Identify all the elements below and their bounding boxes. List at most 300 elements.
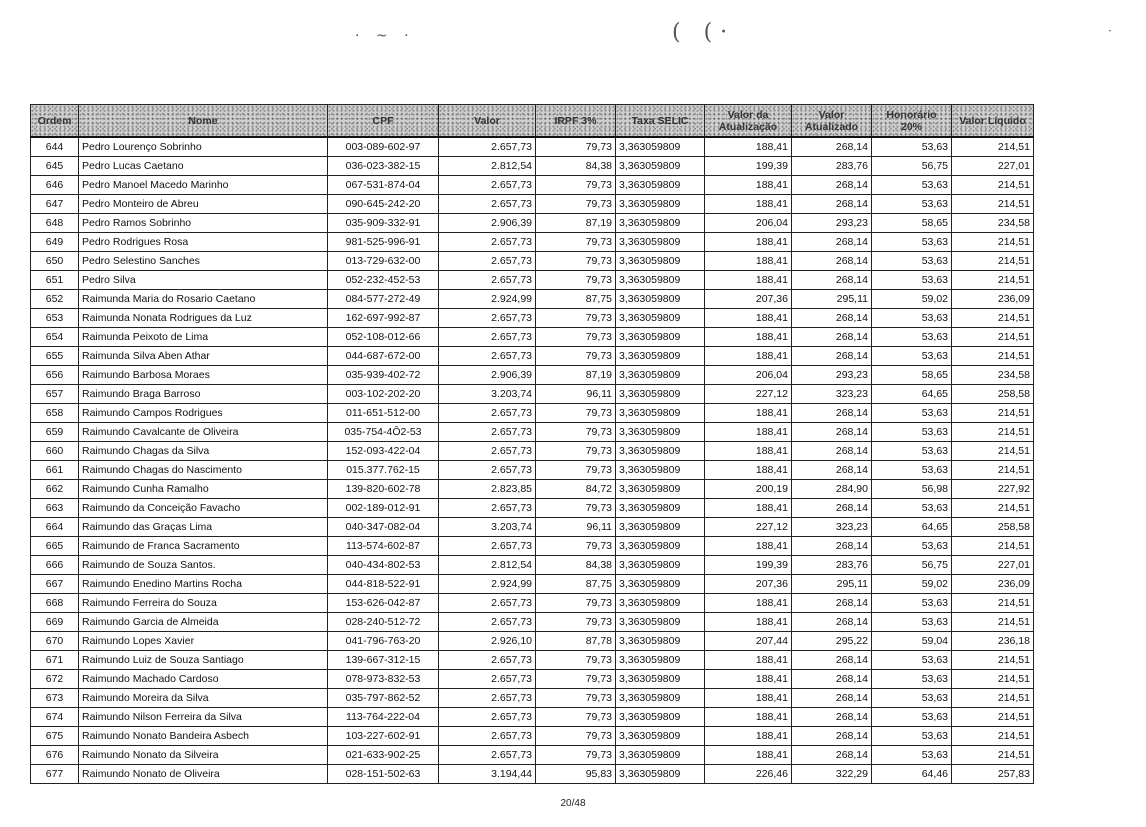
table-row [31,689,1034,708]
cell-ordem: 666 [31,556,79,575]
cell-valor-atualizacao: 188,41 [705,670,792,689]
cell-valor-liquido: 227,01 [952,556,1034,575]
cell-valor-atualizacao: 188,41 [705,461,792,480]
cell-irpf: 96,11 [536,518,616,537]
cell-valor: 2.657,73 [439,727,536,746]
col-header-irpf: IRPF 3% [536,105,616,138]
cell-cpf: 028-151-502-63 [328,765,439,784]
cell-valor: 2.657,73 [439,594,536,613]
cell-valor: 2.657,73 [439,309,536,328]
cell-irpf: 95,83 [536,765,616,784]
cell-nome: Pedro Lourenço Sobrinho [79,137,328,157]
cell-taxa-selic: 3,363059809 [616,442,705,461]
cell-ordem: 665 [31,537,79,556]
cell-valor-atualizacao: 188,41 [705,233,792,252]
table-row [31,480,1034,499]
cell-valor-atualizacao: 188,41 [705,537,792,556]
cell-valor: 2.812,54 [439,556,536,575]
cell-taxa-selic: 3,363059809 [616,480,705,499]
cell-taxa-selic: 3,363059809 [616,271,705,290]
cell-valor-liquido: 214,51 [952,423,1034,442]
cell-valor-liquido: 214,51 [952,442,1034,461]
cell-valor-atualizado: 284,90 [792,480,872,499]
cell-taxa-selic: 3,363059809 [616,537,705,556]
cell-nome: Raimundo da Conceição Favacho [79,499,328,518]
cell-valor: 2.657,73 [439,499,536,518]
cell-valor-liquido: 214,51 [952,309,1034,328]
table-row [31,575,1034,594]
cell-honorario: 53,63 [872,670,952,689]
cell-nome: Pedro Silva [79,271,328,290]
cell-valor-atualizado: 268,14 [792,689,872,708]
cell-valor-atualizacao: 200,19 [705,480,792,499]
cell-valor: 2.657,73 [439,746,536,765]
cell-valor-atualizado: 322,29 [792,765,872,784]
cell-valor: 2.657,73 [439,613,536,632]
cell-valor-liquido: 214,51 [952,689,1034,708]
cell-valor-atualizado: 268,14 [792,309,872,328]
cell-nome: Pedro Ramos Sobrinho [79,214,328,233]
cell-valor-atualizacao: 188,41 [705,176,792,195]
table-row [31,670,1034,689]
cell-cpf: 152-093-422-04 [328,442,439,461]
cell-valor-liquido: 214,51 [952,746,1034,765]
cell-valor-atualizacao: 188,41 [705,613,792,632]
cell-cpf: 003-102-202-20 [328,385,439,404]
cell-irpf: 79,73 [536,499,616,518]
beneficiaries-table [30,104,1034,784]
cell-valor-atualizado: 268,14 [792,746,872,765]
cell-valor-atualizado: 268,14 [792,461,872,480]
cell-ordem: 662 [31,480,79,499]
cell-honorario: 53,63 [872,271,952,290]
cell-nome: Raimundo Nonato da Silveira [79,746,328,765]
cell-honorario: 53,63 [872,328,952,347]
cell-taxa-selic: 3,363059809 [616,746,705,765]
cell-valor-atualizado: 268,14 [792,347,872,366]
table-row [31,423,1034,442]
cell-cpf: 035-797-862-52 [328,689,439,708]
cell-taxa-selic: 3,363059809 [616,347,705,366]
cell-valor: 2.657,73 [439,176,536,195]
cell-ordem: 672 [31,670,79,689]
cell-valor: 2.657,73 [439,670,536,689]
cell-cpf: 113-574-602-87 [328,537,439,556]
cell-ordem: 650 [31,252,79,271]
cell-ordem: 652 [31,290,79,309]
cell-nome: Raimundo de Souza Santos. [79,556,328,575]
cell-valor-atualizacao: 207,44 [705,632,792,651]
table-row [31,252,1034,271]
cell-valor: 2.657,73 [439,328,536,347]
cell-honorario: 64,46 [872,765,952,784]
cell-irpf: 79,73 [536,176,616,195]
cell-irpf: 79,73 [536,670,616,689]
cell-valor-liquido: 236,18 [952,632,1034,651]
cell-cpf: 040-347-082-04 [328,518,439,537]
cell-valor-atualizacao: 188,41 [705,499,792,518]
cell-valor: 2.906,39 [439,214,536,233]
cell-taxa-selic: 3,363059809 [616,137,705,157]
table-row [31,537,1034,556]
cell-irpf: 79,73 [536,689,616,708]
cell-honorario: 59,02 [872,575,952,594]
col-header-taxa-selic: Taxa SELIC [616,105,705,138]
cell-irpf: 87,75 [536,575,616,594]
cell-honorario: 53,63 [872,176,952,195]
table-row [31,518,1034,537]
table-row [31,385,1034,404]
cell-valor-liquido: 214,51 [952,651,1034,670]
cell-taxa-selic: 3,363059809 [616,556,705,575]
cell-valor-atualizacao: 206,04 [705,366,792,385]
cell-valor-atualizacao: 227,12 [705,385,792,404]
table-header-row [31,105,1034,138]
cell-valor: 2.657,73 [439,137,536,157]
table-row [31,176,1034,195]
cell-irpf: 79,73 [536,328,616,347]
col-header-nome: Nome [79,105,328,138]
cell-nome: Raimundo Lopes Xavier [79,632,328,651]
cell-nome: Raimundo Cunha Ramalho [79,480,328,499]
cell-taxa-selic: 3,363059809 [616,461,705,480]
cell-valor-atualizado: 323,23 [792,518,872,537]
cell-cpf: 021-633-902-25 [328,746,439,765]
cell-taxa-selic: 3,363059809 [616,214,705,233]
cell-valor-liquido: 214,51 [952,537,1034,556]
cell-cpf: 162-697-992-87 [328,309,439,328]
cell-valor-liquido: 214,51 [952,708,1034,727]
cell-taxa-selic: 3,363059809 [616,328,705,347]
cell-taxa-selic: 3,363059809 [616,613,705,632]
cell-cpf: 003-089-602-97 [328,137,439,157]
table-row [31,233,1034,252]
table-row [31,461,1034,480]
cell-nome: Raimundo Cavalcante de Oliveira [79,423,328,442]
cell-honorario: 53,63 [872,404,952,423]
cell-nome: Raimundo Garcia de Almeida [79,613,328,632]
cell-irpf: 79,73 [536,404,616,423]
cell-valor-liquido: 214,51 [952,233,1034,252]
cell-ordem: 660 [31,442,79,461]
cell-valor-atualizado: 268,14 [792,233,872,252]
cell-nome: Raimundo de Franca Sacramento [79,537,328,556]
cell-valor-liquido: 227,01 [952,157,1034,176]
cell-valor: 2.657,73 [439,651,536,670]
cell-cpf: 028-240-512-72 [328,613,439,632]
col-header-honorario: Honorário 20% [872,105,952,138]
cell-nome: Raimundo Campos Rodrigues [79,404,328,423]
cell-taxa-selic: 3,363059809 [616,594,705,613]
cell-cpf: 078-973-832-53 [328,670,439,689]
cell-cpf: 139-820-602-78 [328,480,439,499]
cell-valor-liquido: 234,58 [952,366,1034,385]
cell-ordem: 669 [31,613,79,632]
cell-cpf: 067-531-874-04 [328,176,439,195]
cell-ordem: 658 [31,404,79,423]
cell-valor-atualizacao: 207,36 [705,290,792,309]
cell-valor-atualizacao: 188,41 [705,594,792,613]
cell-taxa-selic: 3,363059809 [616,575,705,594]
cell-taxa-selic: 3,363059809 [616,518,705,537]
cell-valor: 3.194,44 [439,765,536,784]
cell-valor-atualizacao: 188,41 [705,423,792,442]
table-row [31,195,1034,214]
cell-valor-atualizado: 295,11 [792,575,872,594]
cell-ordem: 645 [31,157,79,176]
cell-cpf: 090-645-242-20 [328,195,439,214]
cell-irpf: 79,73 [536,461,616,480]
cell-valor-atualizado: 295,11 [792,290,872,309]
table-row [31,594,1034,613]
cell-valor-liquido: 236,09 [952,575,1034,594]
cell-valor-atualizado: 295,22 [792,632,872,651]
cell-cpf: 052-108-012-66 [328,328,439,347]
cell-valor-liquido: 234,58 [952,214,1034,233]
cell-ordem: 663 [31,499,79,518]
cell-honorario: 59,02 [872,290,952,309]
cell-ordem: 677 [31,765,79,784]
cell-irpf: 84,38 [536,157,616,176]
cell-valor-liquido: 214,51 [952,404,1034,423]
cell-valor-liquido: 214,51 [952,137,1034,157]
cell-nome: Pedro Manoel Macedo Marinho [79,176,328,195]
cell-ordem: 657 [31,385,79,404]
table-row [31,765,1034,784]
table-row [31,404,1034,423]
cell-taxa-selic: 3,363059809 [616,385,705,404]
cell-valor-atualizacao: 188,41 [705,252,792,271]
cell-valor-atualizacao: 207,36 [705,575,792,594]
col-header-valor-liquido: Valor Líquido [952,105,1034,138]
cell-valor-atualizado: 268,14 [792,404,872,423]
cell-taxa-selic: 3,363059809 [616,423,705,442]
cell-cpf: 041-796-763-20 [328,632,439,651]
cell-valor: 2.926,10 [439,632,536,651]
cell-taxa-selic: 3,363059809 [616,727,705,746]
cell-ordem: 676 [31,746,79,765]
cell-ordem: 651 [31,271,79,290]
cell-taxa-selic: 3,363059809 [616,708,705,727]
cell-irpf: 87,19 [536,214,616,233]
table-row [31,651,1034,670]
cell-nome: Pedro Monteiro de Abreu [79,195,328,214]
cell-honorario: 59,04 [872,632,952,651]
cell-irpf: 96,11 [536,385,616,404]
cell-honorario: 53,63 [872,347,952,366]
cell-honorario: 53,63 [872,442,952,461]
cell-taxa-selic: 3,363059809 [616,404,705,423]
cell-nome: Raimundo Chagas da Silva [79,442,328,461]
cell-irpf: 84,38 [536,556,616,575]
table-row [31,328,1034,347]
cell-valor-liquido: 214,51 [952,347,1034,366]
cell-ordem: 646 [31,176,79,195]
cell-valor-atualizado: 268,14 [792,423,872,442]
cell-cpf: 002-189-012-91 [328,499,439,518]
cell-valor-atualizado: 293,23 [792,366,872,385]
cell-irpf: 79,73 [536,746,616,765]
cell-cpf: 113-764-222-04 [328,708,439,727]
cell-valor-atualizado: 283,76 [792,157,872,176]
table-row [31,632,1034,651]
cell-cpf: 153-626-042-87 [328,594,439,613]
cell-valor-liquido: 214,51 [952,499,1034,518]
cell-nome: Raimundo Luiz de Souza Santiago [79,651,328,670]
cell-taxa-selic: 3,363059809 [616,176,705,195]
cell-taxa-selic: 3,363059809 [616,765,705,784]
cell-honorario: 53,63 [872,461,952,480]
cell-valor-atualizacao: 206,04 [705,214,792,233]
cell-nome: Pedro Lucas Caetano [79,157,328,176]
cell-valor-atualizado: 268,14 [792,137,872,157]
cell-cpf: 139-667-312-15 [328,651,439,670]
table-row [31,137,1034,157]
cell-nome: Raimunda Peixoto de Lima [79,328,328,347]
cell-valor: 2.657,73 [439,442,536,461]
table-row [31,157,1034,176]
cell-valor-liquido: 214,51 [952,461,1034,480]
cell-valor: 2.657,73 [439,708,536,727]
cell-valor-liquido: 258,58 [952,518,1034,537]
cell-valor-atualizacao: 188,41 [705,271,792,290]
cell-honorario: 53,63 [872,233,952,252]
cell-irpf: 79,73 [536,594,616,613]
cell-honorario: 53,63 [872,499,952,518]
page-number: 20/48 [560,798,586,809]
cell-valor: 2.657,73 [439,537,536,556]
cell-valor-atualizacao: 188,41 [705,404,792,423]
cell-taxa-selic: 3,363059809 [616,309,705,328]
cell-valor: 2.657,73 [439,404,536,423]
cell-cpf: 036-023-382-15 [328,157,439,176]
cell-valor: 2.657,73 [439,461,536,480]
cell-honorario: 53,63 [872,727,952,746]
cell-cpf: 052-232-452-53 [328,271,439,290]
cell-cpf: 981-525-996-91 [328,233,439,252]
cell-ordem: 664 [31,518,79,537]
cell-honorario: 53,63 [872,537,952,556]
cell-honorario: 53,63 [872,689,952,708]
table-row [31,727,1034,746]
cell-ordem: 653 [31,309,79,328]
cell-valor-liquido: 214,51 [952,727,1034,746]
cell-taxa-selic: 3,363059809 [616,233,705,252]
cell-ordem: 670 [31,632,79,651]
col-header-valor: Valor [439,105,536,138]
cell-honorario: 53,63 [872,195,952,214]
table-row [31,556,1034,575]
cell-irpf: 79,73 [536,537,616,556]
cell-valor-atualizado: 268,14 [792,271,872,290]
cell-honorario: 64,65 [872,518,952,537]
cell-taxa-selic: 3,363059809 [616,632,705,651]
cell-valor: 2.924,99 [439,575,536,594]
cell-valor-liquido: 227,92 [952,480,1034,499]
cell-nome: Raimunda Silva Aben Athar [79,347,328,366]
cell-honorario: 53,63 [872,613,952,632]
cell-taxa-selic: 3,363059809 [616,252,705,271]
cell-taxa-selic: 3,363059809 [616,195,705,214]
col-header-cpf: CPF [328,105,439,138]
cell-honorario: 53,63 [872,594,952,613]
cell-irpf: 79,73 [536,309,616,328]
col-header-valor-atualizacao: Valor da Atualização [705,105,792,138]
cell-irpf: 79,73 [536,423,616,442]
cell-nome: Pedro Selestino Sanches [79,252,328,271]
cell-valor: 2.924,99 [439,290,536,309]
cell-valor-liquido: 236,09 [952,290,1034,309]
col-header-valor-atualizado: Valor Atualizado [792,105,872,138]
table-row [31,442,1034,461]
cell-valor-atualizacao: 188,41 [705,727,792,746]
cell-irpf: 79,73 [536,252,616,271]
cell-valor-atualizacao: 188,41 [705,309,792,328]
cell-valor-atualizacao: 188,41 [705,328,792,347]
table-row [31,499,1034,518]
cell-cpf: 044-818-522-91 [328,575,439,594]
table-row [31,309,1034,328]
cell-honorario: 53,63 [872,423,952,442]
cell-cpf: 035-909-332-91 [328,214,439,233]
cell-nome: Raimundo Nilson Ferreira da Silva [79,708,328,727]
cell-valor: 2.657,73 [439,195,536,214]
cell-cpf: 011-651-512-00 [328,404,439,423]
cell-valor-atualizacao: 188,41 [705,347,792,366]
cell-cpf: 015.377.762-15 [328,461,439,480]
cell-irpf: 79,73 [536,195,616,214]
cell-valor-atualizacao: 199,39 [705,556,792,575]
cell-nome: Raimundo das Graças Lima [79,518,328,537]
cell-nome: Raimunda Maria do Rosario Caetano [79,290,328,309]
cell-ordem: 647 [31,195,79,214]
cell-valor-atualizacao: 188,41 [705,137,792,157]
cell-ordem: 675 [31,727,79,746]
table-row [31,366,1034,385]
cell-valor-atualizado: 268,14 [792,328,872,347]
cell-taxa-selic: 3,363059809 [616,499,705,518]
cell-ordem: 659 [31,423,79,442]
cell-cpf: 084-577-272-49 [328,290,439,309]
scan-artifact: · ~ · [355,28,415,44]
cell-ordem: 668 [31,594,79,613]
cell-nome: Pedro Rodrigues Rosa [79,233,328,252]
table-body [31,137,1034,784]
cell-irpf: 79,73 [536,137,616,157]
cell-honorario: 53,63 [872,252,952,271]
cell-irpf: 79,73 [536,727,616,746]
cell-honorario: 56,75 [872,157,952,176]
cell-valor-atualizacao: 188,41 [705,689,792,708]
table-row [31,746,1034,765]
cell-valor-atualizacao: 199,39 [705,157,792,176]
scan-artifact: · [1108,24,1112,38]
cell-irpf: 79,73 [536,708,616,727]
cell-valor: 2.657,73 [439,271,536,290]
cell-valor-atualizado: 268,14 [792,670,872,689]
cell-valor: 3.203,74 [439,518,536,537]
cell-irpf: 87,75 [536,290,616,309]
cell-ordem: 673 [31,689,79,708]
cell-valor-liquido: 214,51 [952,195,1034,214]
cell-nome: Raimundo Braga Barroso [79,385,328,404]
cell-valor: 2.657,73 [439,347,536,366]
cell-valor-atualizacao: 188,41 [705,746,792,765]
cell-nome: Raimundo Moreira da Silva [79,689,328,708]
cell-valor: 3.203,74 [439,385,536,404]
cell-valor-liquido: 214,51 [952,176,1034,195]
cell-honorario: 53,63 [872,309,952,328]
